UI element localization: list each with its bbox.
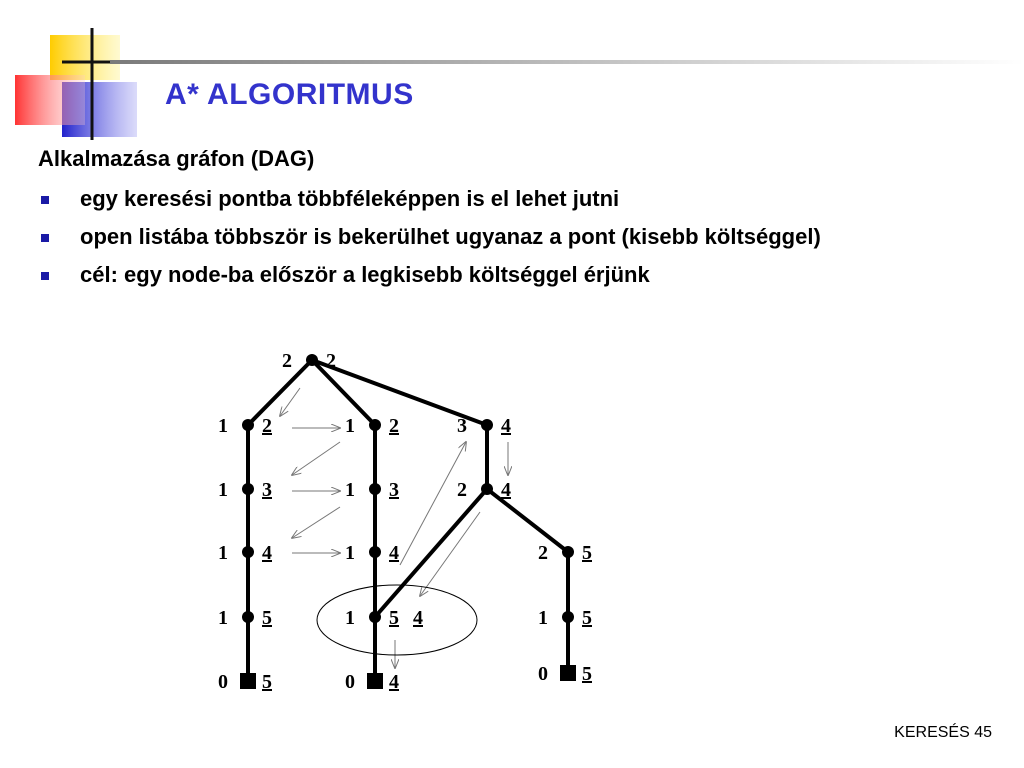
node-h-label: 1 xyxy=(538,607,548,629)
graph-edges xyxy=(248,360,568,681)
node-h-label: 0 xyxy=(218,671,228,693)
node-h-label: 1 xyxy=(345,415,355,437)
goal-node-marker xyxy=(367,673,383,689)
node-a4 xyxy=(218,607,272,629)
bullet-text: cél: egy node-ba először a legkisebb költséggel érjünk xyxy=(80,262,650,287)
node-g-label: 2 xyxy=(326,350,336,372)
node-g-label: 2 xyxy=(262,415,272,437)
node-g-label: 4 xyxy=(262,542,272,564)
node-h-label: 0 xyxy=(345,671,355,693)
node-marker xyxy=(242,419,254,431)
node-h-label: 1 xyxy=(218,607,228,629)
search-arrow xyxy=(400,442,466,565)
node-c2 xyxy=(457,479,511,501)
node-c1 xyxy=(457,415,511,437)
node-marker xyxy=(242,546,254,558)
node-a3 xyxy=(218,542,272,564)
node-a5 xyxy=(218,671,272,693)
node-marker xyxy=(369,483,381,495)
node-h-label: 1 xyxy=(345,607,355,629)
node-g-label: 4 xyxy=(501,479,511,501)
node-g-label: 4 xyxy=(389,542,399,564)
node-extra-label: 4 xyxy=(413,607,423,629)
node-b3 xyxy=(345,542,399,564)
goal-node-marker xyxy=(240,673,256,689)
node-d2 xyxy=(538,607,592,629)
node-g-label: 3 xyxy=(389,479,399,501)
page-title: A* ALGORITMUS xyxy=(165,78,414,111)
node-h-label: 1 xyxy=(218,415,228,437)
slide-footer: KERESÉS 45 xyxy=(894,724,992,741)
node-g-label: 5 xyxy=(582,663,592,685)
node-h-label: 0 xyxy=(538,663,548,685)
node-g-label: 2 xyxy=(389,415,399,437)
goal-node-marker xyxy=(560,665,576,681)
node-h-label: 1 xyxy=(345,542,355,564)
bullet-text: egy keresési pontba többféleképpen is el lehet jutni xyxy=(80,186,620,211)
search-arrow xyxy=(292,507,340,538)
node-b5 xyxy=(345,671,399,693)
node-root xyxy=(282,350,336,372)
node-a2 xyxy=(218,479,272,501)
node-marker xyxy=(369,611,381,623)
node-g-label: 3 xyxy=(262,479,272,501)
node-h-label: 2 xyxy=(282,350,292,372)
node-h-label: 1 xyxy=(218,479,228,501)
node-marker xyxy=(369,546,381,558)
node-b2 xyxy=(345,479,399,501)
node-d3 xyxy=(538,663,592,685)
subtitle: Alkalmazása gráfon (DAG) xyxy=(38,146,315,171)
bullet-text: open listába többször is bekerülhet ugyanaz a pont (kisebb költséggel) xyxy=(80,224,821,249)
node-b1 xyxy=(345,415,399,437)
node-marker xyxy=(562,611,574,623)
node-marker xyxy=(562,546,574,558)
node-a1 xyxy=(218,415,272,437)
node-marker xyxy=(306,354,318,366)
node-marker xyxy=(481,419,493,431)
node-marker xyxy=(242,483,254,495)
graph-nodes xyxy=(218,350,592,693)
edge-c2-d1 xyxy=(487,489,568,552)
search-arrow xyxy=(292,442,340,475)
node-g-label: 4 xyxy=(501,415,511,437)
node-h-label: 1 xyxy=(345,479,355,501)
node-g-label: 5 xyxy=(582,542,592,564)
node-b4 xyxy=(345,607,423,629)
node-marker xyxy=(242,611,254,623)
node-g-label: 5 xyxy=(262,607,272,629)
node-h-label: 3 xyxy=(457,415,467,437)
node-g-label: 5 xyxy=(262,671,272,693)
node-h-label: 1 xyxy=(218,542,228,564)
node-d1 xyxy=(538,542,592,564)
node-h-label: 2 xyxy=(457,479,467,501)
node-marker xyxy=(369,419,381,431)
node-g-label: 5 xyxy=(582,607,592,629)
node-h-label: 2 xyxy=(538,542,548,564)
node-g-label: 5 xyxy=(389,607,399,629)
node-marker xyxy=(481,483,493,495)
node-g-label: 4 xyxy=(389,671,399,693)
